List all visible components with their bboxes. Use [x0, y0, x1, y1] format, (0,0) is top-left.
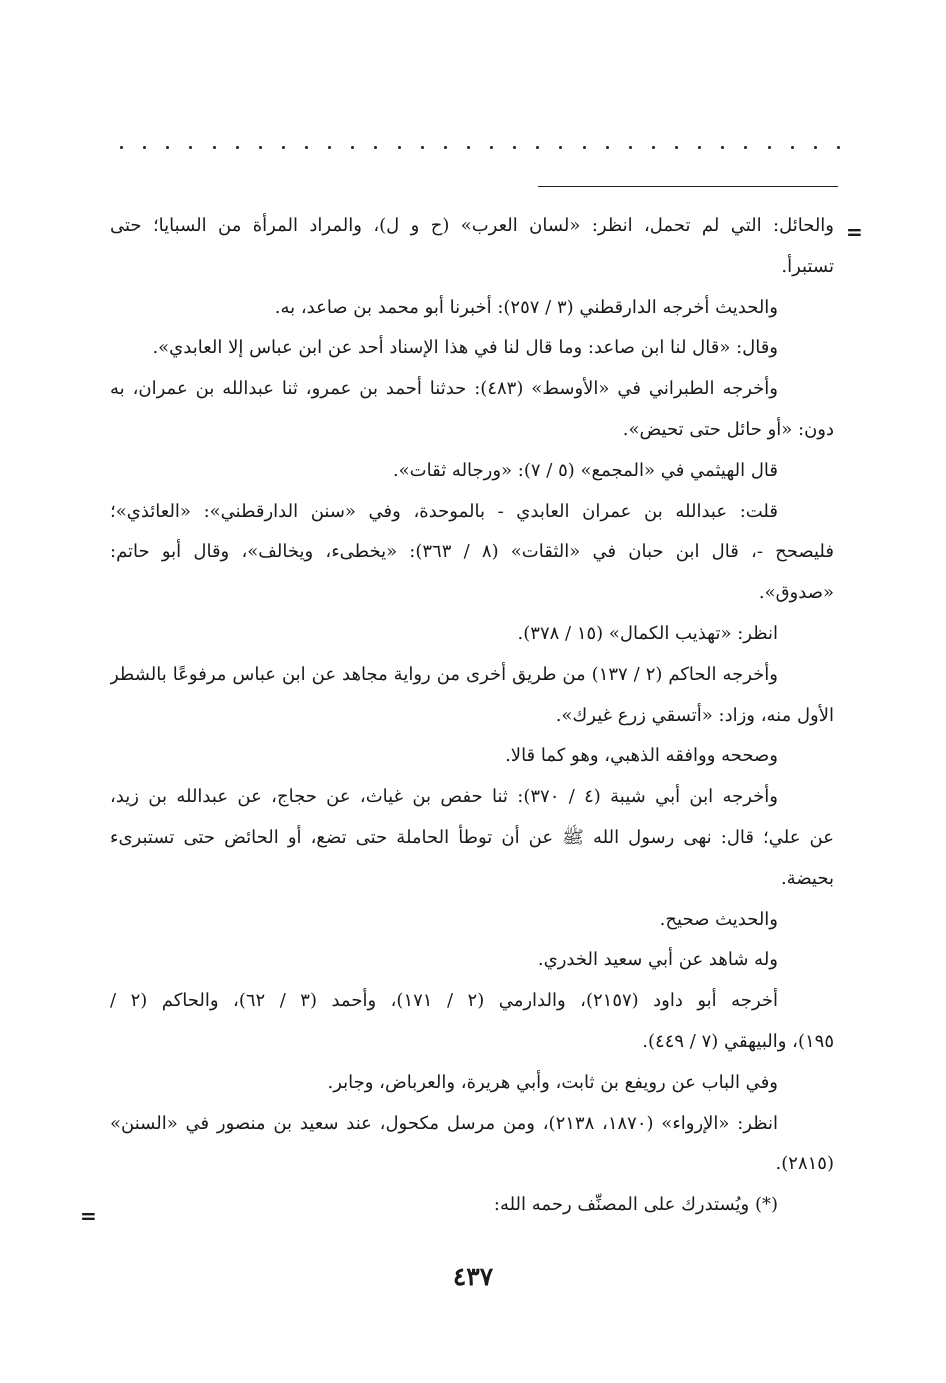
footnote-text [110, 206, 834, 1226]
footnote-line: انظر: «الإرواء» (١٨٧٠، ٢١٣٨)، ومن مرسل مكحول، عند سعيد بن منصور في «السنن» [110, 1112, 779, 1134]
footnote-line: أخرجه أبو داود (٢١٥٧)، والدارمي (٢ / ١٧١)، وأحمد (٣ / ٦٢)، والحاكم (٢ / [110, 990, 779, 1012]
footnote-line: والحديث صحيح. [659, 908, 778, 930]
footnote-line: فليصحح -، قال ابن حبان في «الثقات» (٨ / ٣٦٣): «يخطىء، ويخالف»، وقال أبو حاتم: [110, 541, 834, 563]
footnote-line: عن علي؛ قال: نهى رسول الله ﷺ عن أن توطأ الحاملة حتى تضع، أو الحائض حتى تستبرىء [110, 826, 834, 848]
footnote-line: قلت: عبدالله بن عمران العابدي - بالموحدة، وفي «سنن الدارقطني»: «العائذي»؛ [110, 500, 778, 522]
footnote-line: والحديث أخرجه الدارقطني (٣ / ٢٥٧): أخبرنا أبو محمد بن صاعد، به. [274, 296, 778, 318]
footnote-line: وصححه ووافقه الذهبي، وهو كما قالا. [505, 745, 778, 767]
footnote-line: (٢٨١٥). [775, 1153, 834, 1175]
footnote-line: ١٩٥)، والبيهقي (٧ / ٤٤٩). [642, 1030, 834, 1052]
footnote-line: والحائل: التي لم تحمل، انظر: «لسان العرب» (ح و ل)، والمراد المرأة من السبايا؛ حتى [110, 215, 834, 236]
footnote-line: «صدوق». [758, 582, 834, 604]
continuation-mark-top: = [846, 220, 863, 244]
footnote-line: (*) ويُستدرك على المصنِّف رحمه الله: [493, 1194, 778, 1216]
footnote-line: وله شاهد عن أبي سعيد الخدري. [537, 949, 778, 971]
continuation-mark-bottom: = [80, 1204, 97, 1228]
footnote-line: الأول منه، وزاد: «أتسقي زرع غيرك». [555, 704, 834, 726]
footnote-line: انظر: «تهذيب الكمال» (١٥ / ٣٧٨). [517, 622, 778, 644]
footnote-line: وفي الباب عن رويفع بن ثابت، وأبي هريرة، والعرباض، وجابر. [327, 1071, 778, 1093]
page-number: ٤٣٧ [452, 1262, 494, 1291]
footnote-rule [538, 186, 838, 187]
dotted-separator [120, 140, 840, 154]
footnote-line: وأخرجه ابن أبي شيبة (٤ / ٣٧٠): ثنا حفص بن غياث، عن حجاج، عن عبدالله بن زيد، [110, 786, 778, 808]
footnote-line: قال الهيثمي في «المجمع» (٥ / ٧): «ورجاله ثقات». [392, 459, 778, 481]
footnote-line: دون: «أو حائل حتى تحيض». [622, 418, 834, 440]
footnote-line: وأخرجه الطبراني في «الأوسط» (٤٨٣): حدثنا أحمد بن عمرو، ثنا عبدالله بن عمران، به [110, 378, 778, 400]
footnote-line: تستبرأ. [781, 255, 834, 277]
footnote-line: وأخرجه الحاكم (٢ / ١٣٧) من طريق أخرى من رواية مجاهد عن ابن عباس مرفوعًا بالشطر [110, 663, 778, 685]
footnote-line: وقال: «قال لنا ابن صاعد: وما قال لنا في هذا الإسناد أحد عن ابن عباس إلا العابدي». [152, 337, 778, 359]
footnote-line: بحيضة. [780, 867, 834, 889]
